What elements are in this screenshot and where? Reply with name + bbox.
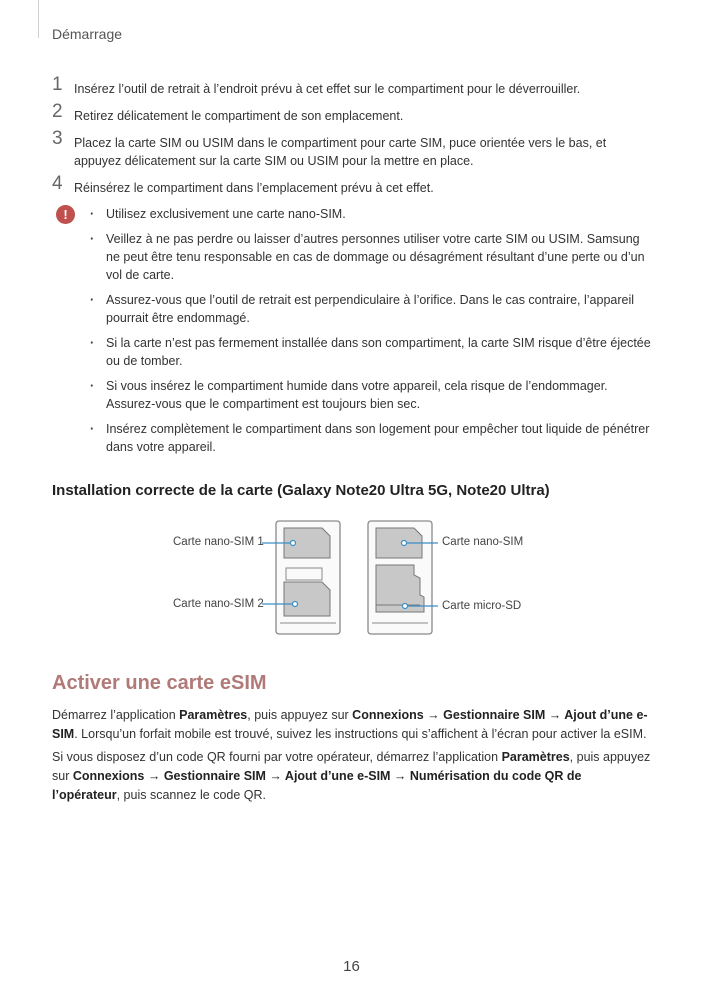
- caution-icon: !: [56, 205, 75, 224]
- label-nano-sim: Carte nano-SIM: [442, 536, 524, 548]
- step-item: [52, 128, 652, 170]
- step-item: [52, 173, 652, 197]
- esim-section-title: Activer une carte eSIM: [52, 672, 267, 694]
- step-text: Insérez l’outil de retrait à l’endroit prévu à cet effet sur le compartiment pour le déverrouiller.: [74, 82, 581, 96]
- sim-tray-diagram: [0, 515, 703, 640]
- page-corner-mark: [38, 0, 39, 38]
- page-number: 16: [343, 958, 360, 975]
- right-tray: [368, 521, 432, 634]
- caution-item: · Si la carte n’est pas fermement installée dans son compartiment, la carte SIM risque d’être éjectée ou de tomber.: [106, 334, 656, 370]
- label-micro-sd: Carte micro-SD: [442, 600, 522, 612]
- installation-heading: Installation correcte de la carte (Galaxy Note20 Ultra 5G, Note20 Ultra): [52, 482, 550, 499]
- caution-item: · Utilisez exclusivement une carte nano-SIM.: [106, 205, 656, 223]
- step-item: [52, 74, 652, 98]
- step-text: Réinsérez le compartiment dans l’emplacement prévu à cet effet.: [74, 181, 434, 195]
- esim-paragraph-2: Si vous disposez d’un code QR fourni par votre opérateur, démarrez l’application Paramètres, puis appuyez sur Connexions → Gestionnaire SIM → Ajout d’une e-SIM → Numérisation du code QR de l’opérateur, puis scannez le code QR.: [52, 750, 651, 802]
- caution-item: · Veillez à ne pas perdre ou laisser d’autres personnes utiliser votre carte SIM ou USIM. Samsung ne peut être tenu responsable en cas de dommage ou désagrément résultant d’une perte ou d’un vol de carte.: [106, 230, 656, 284]
- caution-list: [56, 205, 656, 456]
- caution-item: · Insérez complètement le compartiment dans son logement pour empêcher tout liquide de pénétrer dans votre appareil.: [106, 420, 656, 456]
- step-number: 3: [52, 128, 63, 149]
- step-item: [52, 101, 652, 125]
- caution-item: · Si vous insérez le compartiment humide dans votre appareil, cela risque de l’endommager. Assurez-vous que le compartiment est toujours bien sec.: [106, 377, 656, 413]
- left-tray: [276, 521, 340, 634]
- caution-item: · Assurez-vous que l’outil de retrait est perpendiculaire à l’orifice. Dans le cas contraire, l’appareil pourrait être endommagé.: [106, 291, 656, 327]
- label-nano-sim-1: Carte nano-SIM 1: [173, 536, 264, 548]
- step-number: 1: [52, 74, 63, 95]
- nano-sim-2-card: [284, 582, 330, 616]
- sim-tray-figure: [0, 515, 703, 640]
- step-text: Placez la carte SIM ou USIM dans le compartiment pour carte SIM, puce orientée vers le bas, et appuyez délicatement sur la carte SIM ou USIM pour la mettre en place.: [74, 136, 607, 168]
- step-number: 2: [52, 101, 63, 122]
- caution-block: [56, 205, 656, 463]
- step-number: 4: [52, 173, 63, 194]
- section-header: Démarrage: [52, 26, 123, 42]
- steps-list: [52, 74, 652, 206]
- label-nano-sim-2: Carte nano-SIM 2: [173, 598, 264, 610]
- esim-paragraph-1: Démarrez l’application Paramètres, puis appuyez sur Connexions → Gestionnaire SIM → Ajout d’une e-SIM. Lorsqu’un forfait mobile est trouvé, suivez les instructions qui s’affichent à l’écran pour activer la eSIM.: [52, 708, 648, 741]
- step-text: Retirez délicatement le compartiment de son emplacement.: [74, 109, 404, 123]
